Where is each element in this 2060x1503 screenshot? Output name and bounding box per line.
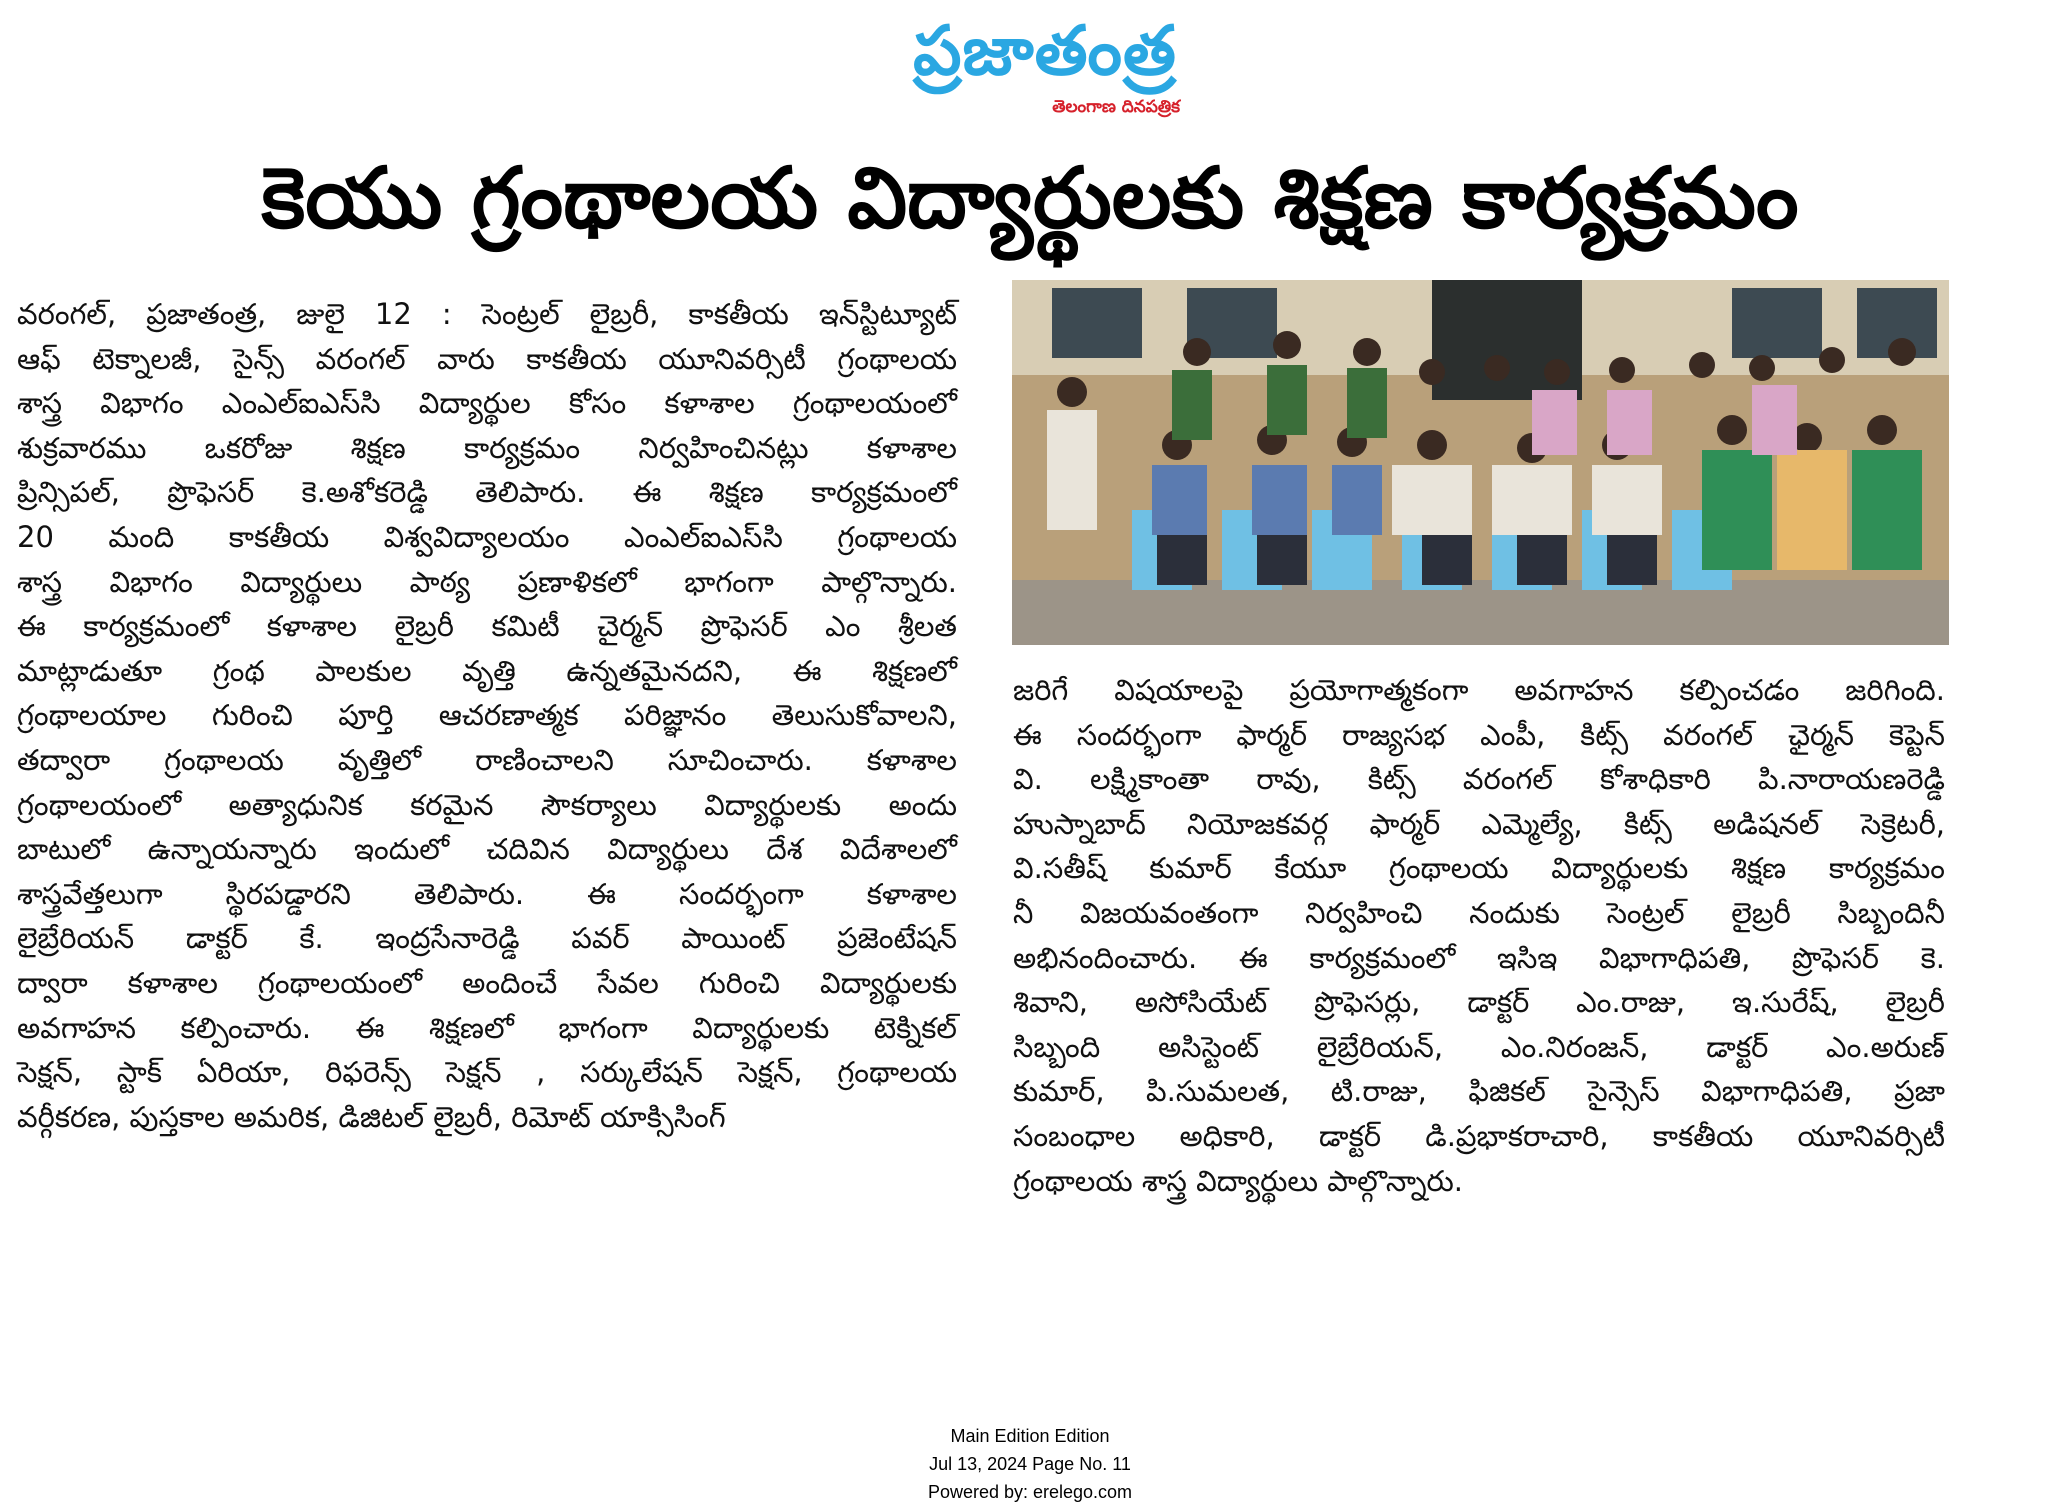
article-text-line: వి.సతీష్ కుమార్ కేయూ గ్రంథాలయ విద్యార్థులకు శిక్షణ కార్యక్రమం (1013, 851, 1945, 886)
article-text-line: శివాని, అసోసియేట్ ప్రొఫెసర్లు, డాక్టర్ ఎం.రాజు, ఇ.సురేష్, లైబ్రరీ (1013, 985, 1945, 1020)
article-text-line: ప్రిన్సిపల్, ప్రొఫెసర్ కె.అశోకరెడ్డి తెలిపారు. ఈ శిక్షణ కార్యక్రమంలో (17, 475, 957, 510)
newspaper-logo: ప్రజాతంత్ర (913, 12, 1177, 91)
article-text-line: లైబ్రేరియన్ డాక్టర్ కే. ఇంద్రసేనారెడ్డి పవర్ పాయింట్ ప్రజెంటేషన్ (17, 921, 957, 956)
article-text-line: బాటులో ఉన్నాయన్నారు ఇందులో చదివిన విద్యార్థులు దేశ విదేశాలలో (17, 832, 957, 867)
footer-edition: Main Edition Edition (950, 1426, 1110, 1446)
newspaper-tagline: తెలంగాణ దినపత్రిక (1052, 97, 1180, 117)
footer-date-page: Jul 13, 2024 Page No. 11 (929, 1454, 1131, 1474)
article-text-line: నీ విజయవంతంగా నిర్వహించి నందుకు సెంట్రల్ లైబ్రరీ సిబ్బందినీ (1013, 895, 1945, 930)
article-text-line: 20 మంది కాకతీయ విశ్వవిద్యాలయం ఎంఎల్ఐఎస్‌సి గ్రంథాలయ (17, 519, 957, 554)
article-text-line: జరిగే విషయాలపై ప్రయోగాత్మకంగా అవగాహన కల్పించడం జరిగింది. (1013, 673, 1945, 707)
article-text-line: వి. లక్ష్మికాంతా రావు, కిట్స్ వరంగల్ కోశాధికారి పి.నారాయణరెడ్డి (1013, 762, 1945, 797)
article-text-line: గ్రంథాలయాల గురించి పూర్తి ఆచరణాత్మక పరిజ్ఞానం తెలుసుకోవాలని, (17, 698, 957, 733)
article-text-line: వర్గీకరణ, పుస్తకాల అమరిక, డిజిటల్ లైబ్రరీ, రిమోట్ యాక్సిసింగ్ (17, 1099, 726, 1134)
article-text-line: ఈ సందర్భంగా ఫార్మర్ రాజ్యసభ ఎంపీ, కిట్స్ వరంగల్ ఛైర్మన్ కెప్టెన్ (1013, 717, 1945, 752)
newspaper-masthead (900, 6, 1190, 126)
article-column-right (1013, 668, 1945, 1203)
article-text-line: శాస్త్ర విభాగం విద్యార్థులు పాఠ్య ప్రణాళికలో భాగంగా పాల్గొన్నారు. (17, 564, 957, 599)
article-column-left (17, 292, 957, 1139)
article-text-line: మాట్లాడుతూ గ్రంథ పాలకుల వృత్తి ఉన్నతమైనదని, ఈ శిక్షణలో (17, 653, 957, 688)
article-text-line: ఆఫ్ టెక్నాలజీ, సైన్స్ వరంగల్ వారు కాకతీయ యూనివర్సిటీ గ్రంథాలయ (17, 341, 957, 376)
article-text-line: సెక్షన్, స్టాక్ ఏరియా, రిఫరెన్స్ సెక్షన్ , సర్కులేషన్ సెక్షన్, గ్రంథాలయ (17, 1055, 957, 1090)
footer-powered-by: Powered by: erelego.com (927, 1482, 1133, 1502)
article-text-line: శుక్రవారము ఒకరోజు శిక్షణ కార్యక్రమం నిర్వహించినట్లు కళాశాల (17, 430, 957, 465)
article-text-line: ద్వారా కళాశాల గ్రంథాలయంలో అందించే సేవల గురించి విద్యార్థులకు (17, 965, 957, 1000)
article-text-line: శాస్త్ర విభాగం ఎంఎల్ఐఎస్‌సి విద్యార్థుల కోసం కళాశాల గ్రంథాలయంలో (17, 386, 957, 421)
article-text-line: తద్వారా గ్రంథాలయ వృత్తిలో రాణించాలని సూచించారు. కళాశాల (17, 742, 957, 777)
article-photo (1012, 280, 1949, 645)
article-text-line: ఈ కార్యక్రమంలో కళాశాల లైబ్రరీ కమిటీ చైర్మన్ ప్రొఫెసర్ ఎం శ్రీలత (17, 609, 957, 644)
article-text-line: అవగాహన కల్పించారు. ఈ శిక్షణలో భాగంగా విద్యార్థులకు టెక్నికల్ (17, 1010, 957, 1045)
article-text-line: హుస్నాబాద్ నియోజకవర్గ ఫార్మర్ ఎమ్మెల్యే, కిట్స్ అడిషనల్ సెక్రెటరీ, (1013, 806, 1945, 841)
article-text-line: కుమార్, పి.సుమలత, టి.రాజు, ఫిజికల్ సైన్సెస్ విభాగాధిపతి, ప్రజా (1013, 1074, 1945, 1109)
article-text-line: గ్రంథాలయ శాస్త్ర విద్యార్థులు పాల్గొన్నారు. (1013, 1163, 1464, 1198)
article-headline: కెయు గ్రంథాలయ విద్యార్థులకు శిక్షణ కార్యక్రమం (261, 149, 1799, 247)
article-text-line: అభినందించారు. ఈ కార్యక్రమంలో ఇసిఇ విభాగాధిపతి, ప్రొఫెసర్ కె. (1013, 940, 1945, 975)
article-text-line: సిబ్బంది అసిస్టెంట్ లైబ్రేరియన్, ఎం.నిరంజన్, డాక్టర్ ఎం.అరుణ్ (1013, 1029, 1945, 1064)
group-photo-illustration (1012, 280, 1949, 645)
article-text-line: వరంగల్, ప్రజాతంత్ర, జులై 12 : సెంట్రల్ లైబ్రరీ, కాకతీయ ఇన్‌స్టిట్యూట్ (17, 297, 957, 331)
article-text-line: సంబంధాల అధికారి, డాక్టర్ డి.ప్రభాకరాచారి, కాకతీయ యూనివర్సిటీ (1013, 1118, 1945, 1153)
article-text-line: గ్రంథాలయంలో అత్యాధునిక కరమైన సౌకర్యాలు విద్యార్థులకు అందు (17, 787, 957, 822)
article-text-line: శాస్త్రవేత్తలుగా స్థిరపడ్డారని తెలిపారు. ఈ సందర్భంగా కళాశాల (17, 876, 957, 911)
